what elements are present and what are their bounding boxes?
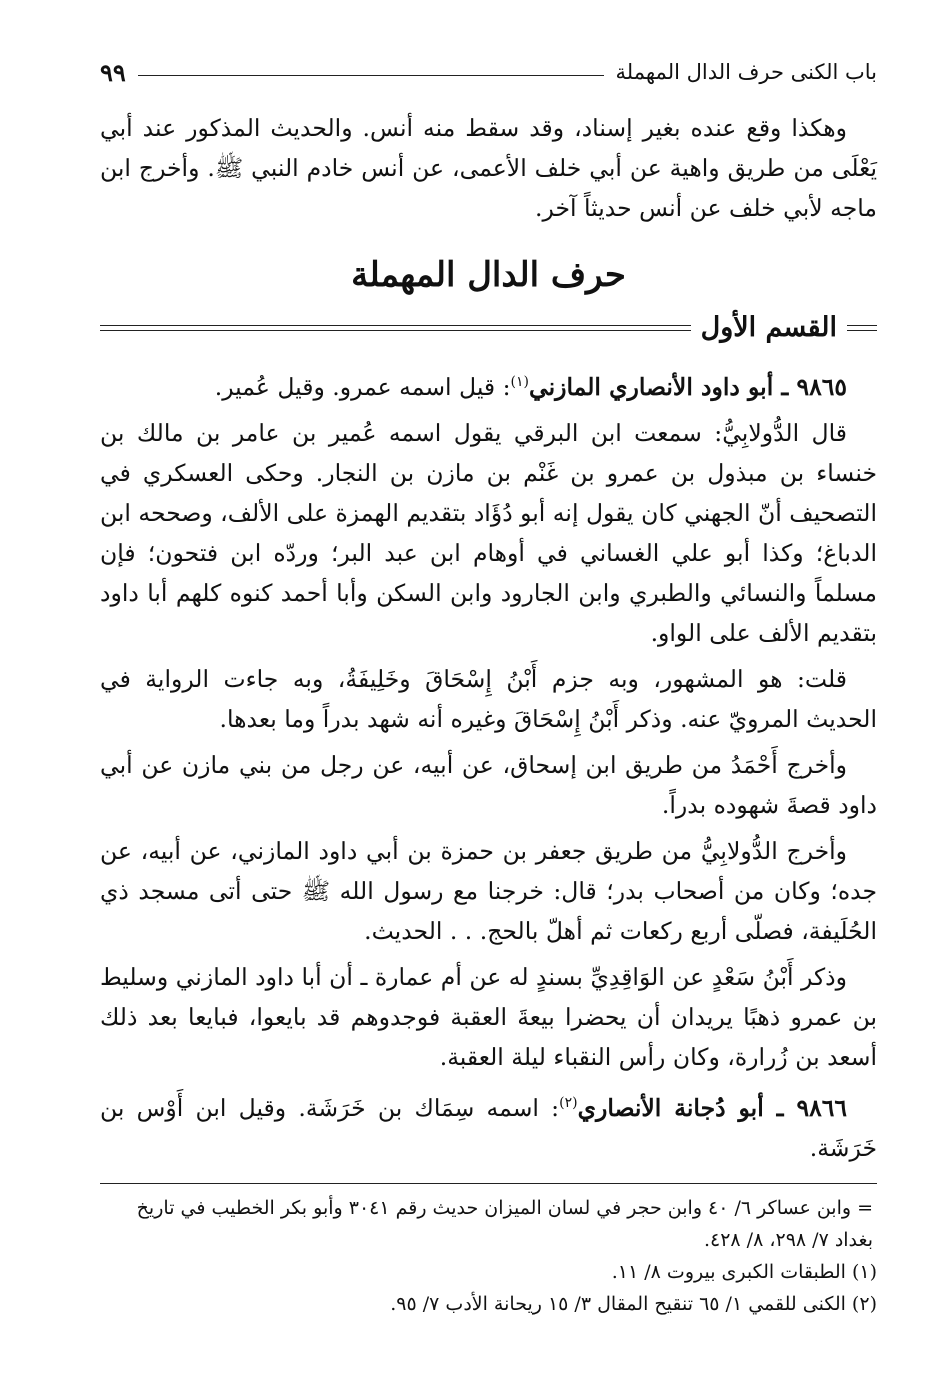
entry-title: ٩٨٦٦ ـ أبو دُجانة الأنصاري: [577, 1093, 847, 1122]
running-header: [100, 52, 877, 92]
main-text: [100, 108, 877, 1174]
entry-paragraph: قلت: هو المشهور، وبه جزم أَبْنُ إِسْحَاقَ وخَلِيفَةُ، وبه جاءت الرواية في الحديث المرويّ عنه. وذكر أَبْنُ إِسْحَاقَ وغيره أنه شهد بدراً وما بعدها.: [100, 664, 877, 733]
header-rule: [138, 75, 604, 76]
entry-heading: [100, 362, 877, 407]
intro-paragraph: وهكذا وقع عنده بغير إسناد، وقد سقط منه أنس. والحديث المذكور عند أبي يَعْلَى من طريق واهية عن أبي خلف الأعمى، عن أنس خادم النبي ﷺ. وأخرج ابن ماجه لأبي خلف عن أنس حديثاً آخر.: [100, 114, 877, 222]
entry-paragraph: وأخرج أَحْمَدُ من طريق ابن إسحاق، عن أبيه، عن رجل من بني مازن عن أبي داود قصةَ شهوده بدراً.: [100, 750, 877, 819]
footnotes: [100, 1183, 877, 1320]
entry-paragraph: وذكر أَبْنُ سَعْدٍ عن الوَاقِدِيِّ بسندٍ له عن أم عمارة ـ أن أبا داود المازني وسليط بن عمرو ذهبًا يريدان أن يحضرا بيعةَ العقبة فوجدوهم قد بايعوا، فبايعا بعد ذلك أسعد بن زُرارة، وكان رأس النقباء ليلة العقبة.: [100, 962, 877, 1071]
entry-paragraph: وأخرج الدُّولابِيُّ من طريق جعفر بن حمزة بن أبي داود المازني، عن أبيه، عن جده؛ وكان من أصحاب بدر؛ قال: خرجنا مع رسول الله ﷺ حتى أتى مسجد ذي الحُلَيفة، فصلّى أربع ركعات ثم أهلّ بالحج. . . الحديث.: [100, 836, 877, 945]
section-heading-bar: [100, 308, 877, 348]
chapter-title: حرف الدال المهملة: [351, 255, 626, 295]
section-rule-right: [847, 325, 877, 331]
entry-title: ٩٨٦٥ ـ أبو داود الأنصاري المازني: [529, 372, 847, 401]
entry-heading: [100, 1083, 877, 1168]
entry-paragraph: قال الدُّولابِيُّ: سمعت ابن البرقي يقول اسمه عُمير بن عامر بن مالك بن خنساء بن مبذول بن عمرو بن غَنْم بن مازن بن النجار. وحكى العسكري في التصحيف أنّ الجهني كان يقول إنه أبو دُؤَاد بتقديم الهمزة على الألف، وصححه ابن الدباغ؛ وكذا أبو علي الغساني في أوهام ابن عبد البر؛ وردّه ابن فتحون؛ فإن مسلماً والنسائي والطبري وابن الجارود وابن السكن وأبا أحمد كنوه كلهم أبا داود بتقديم الألف على الواو.: [100, 418, 877, 647]
running-title: باب الكنى حرف الدال المهملة: [615, 60, 877, 84]
section-title: القسم الأول: [700, 312, 837, 343]
entry-intro: : اسمه سِمَاك بن خَرَشَة. وقيل ابن أَوْس بن خَرَشَة.: [100, 1093, 877, 1162]
page-number: ٩٩: [100, 57, 126, 87]
entry-intro: : قيل اسمه عمرو. وقيل عُمير.: [214, 372, 511, 401]
footnote-1: (١) الطبقات الكبرى بيروت ٨/ ١١.: [611, 1261, 877, 1283]
footnote-continuation: = وابن عساكر ٦/ ٤٠ وابن حجر في لسان الميزان حديث رقم ٣٠٤١ وأبو بكر الخطيب في تاريخ بغداد ٧/ ٢٩٨، ٨/ ٤٢٨.: [136, 1197, 873, 1251]
footnote-ref: (٢): [559, 1094, 578, 1111]
footnote-2: (٢) الكنى للقمي ١/ ٦٥ تنقيح المقال ٣/ ١٥ ريحانة الأدب ٧/ ٩٥.: [390, 1293, 877, 1315]
section-rule-left: [100, 325, 691, 331]
footnote-ref: (١): [510, 374, 530, 390]
